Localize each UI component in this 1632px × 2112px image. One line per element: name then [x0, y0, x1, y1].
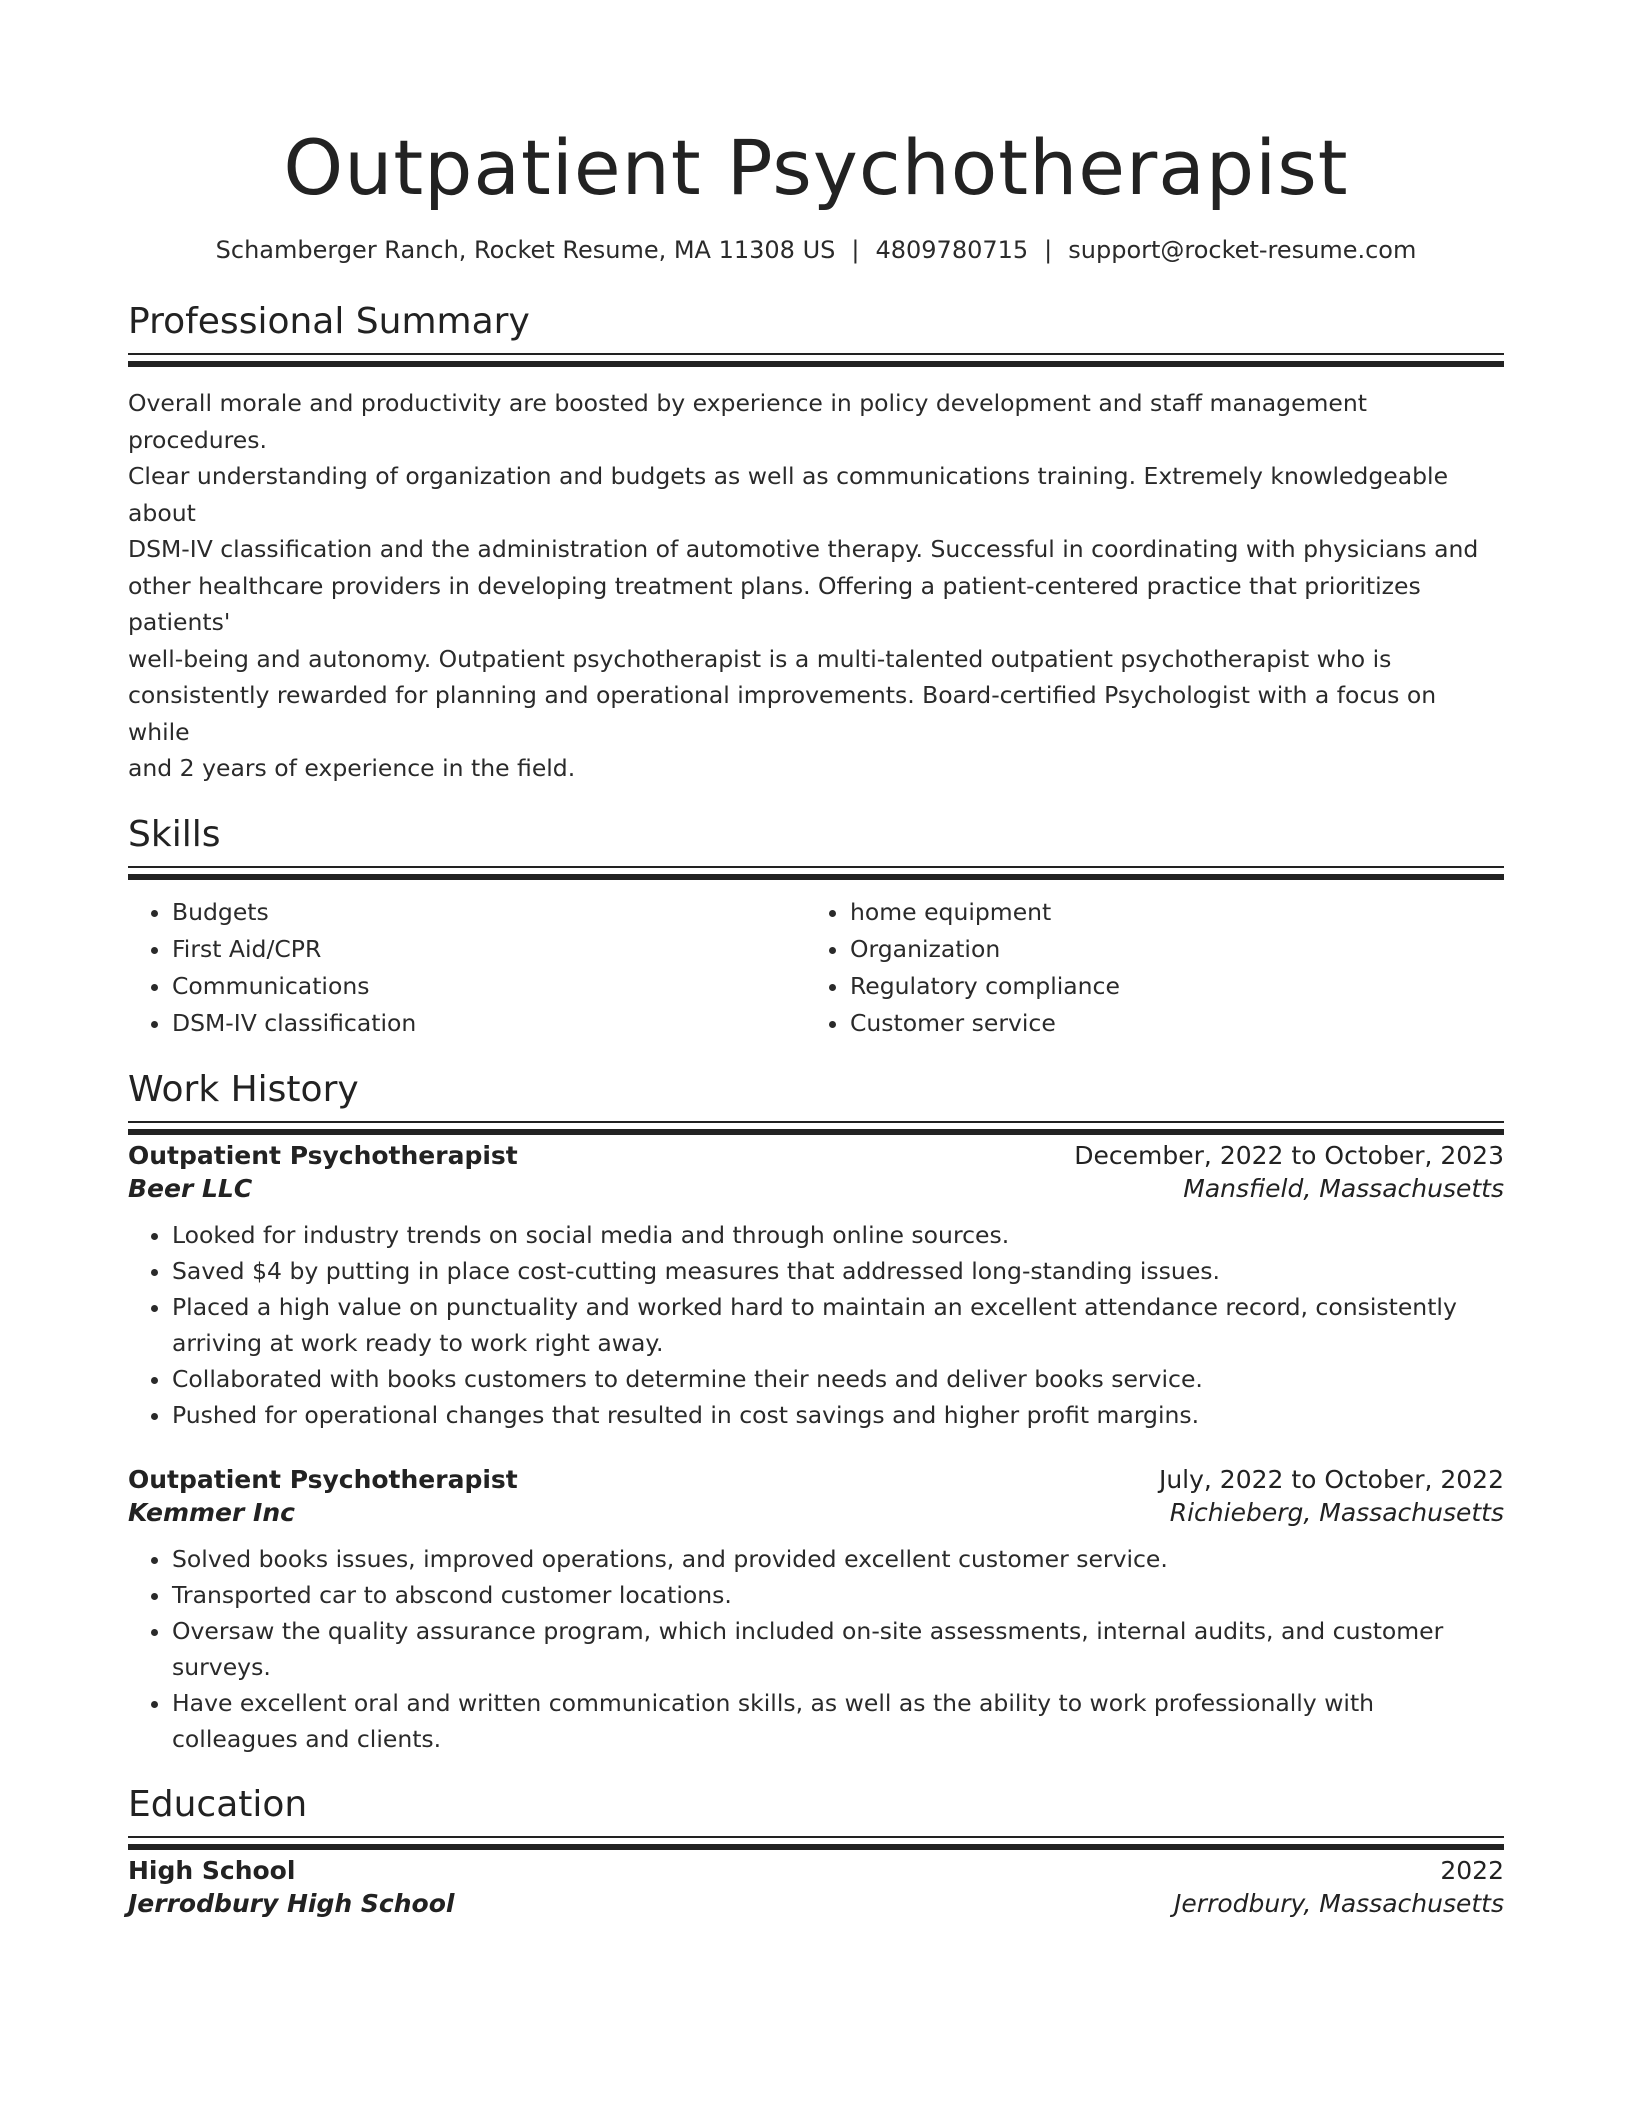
job-subheader [128, 1174, 1504, 1203]
skill-item: • Customer service [850, 1005, 1484, 1042]
skill-item: • home equipment [850, 894, 1484, 931]
job-dates: December, 2022 to October, 2023 [1074, 1141, 1504, 1171]
contact-line [128, 236, 1504, 264]
summary-line: and 2 years of experience in the field. [128, 754, 576, 783]
job-bullets [128, 1217, 1504, 1433]
education-header [128, 1856, 1504, 1885]
education-entry [128, 1856, 1504, 1918]
job-bullet: • Saved $4 by putting in place cost-cutting measures that addressed long-standing issues. [172, 1253, 1504, 1289]
skill-item: • Budgets [172, 894, 806, 931]
job-bullet: • Oversaw the quality assurance program, which included on-site assessments, internal audits, and customer surveys. [172, 1613, 1504, 1685]
job-bullet: • Looked for industry trends on social media and through online sources. [172, 1217, 1504, 1253]
section-divider [128, 353, 1504, 355]
job-company: Beer LLC [128, 1174, 253, 1204]
job-title: Outpatient Psychotherapist [128, 1465, 518, 1495]
education-location: Jerrodbury, Massachusetts [1174, 1889, 1504, 1919]
work-heading: Work History [128, 1068, 359, 1110]
education-subheader [128, 1889, 1504, 1918]
job-dates: July, 2022 to October, 2022 [1158, 1465, 1504, 1495]
contact-address: Schamberger Ranch, Rocket Resume, MA 11308 US [215, 236, 836, 264]
job-bullet: • Collaborated with books customers to determine their needs and deliver books service. [172, 1361, 1504, 1397]
summary-line: Clear understanding of organization and budgets as well as communications training. Extremely knowledgeable about [128, 462, 1449, 527]
job-bullet: • Placed a high value on punctuality and worked hard to maintain an excellent attendance record, consistently arriving at work ready to work right away. [172, 1289, 1504, 1361]
contact-phone: 4809780715 [875, 236, 1029, 264]
job-bullet: • Solved books issues, improved operations, and provided excellent customer service. [172, 1541, 1504, 1577]
job-location: Richieberg, Massachusetts [1169, 1498, 1504, 1528]
job-header [128, 1141, 1504, 1170]
summary-text [128, 385, 1504, 787]
job-bullet: • Have excellent oral and written communication skills, as well as the ability to work professionally with colleagues and clients. [172, 1685, 1504, 1757]
summary-line: consistently rewarded for planning and operational improvements. Board-certified Psychologist with a focus on while [128, 681, 1437, 746]
skill-item: • Regulatory compliance [850, 968, 1484, 1005]
section-divider [128, 1121, 1504, 1123]
skill-item: • First Aid/CPR [172, 931, 806, 968]
education-section [128, 1783, 1504, 1918]
contact-email: support@rocket-resume.com [1068, 236, 1417, 264]
work-section [128, 1068, 1504, 1757]
job-entry [128, 1141, 1504, 1433]
contact-separator: | [851, 236, 860, 264]
summary-line: other healthcare providers in developing treatment plans. Offering a patient-centered practice that prioritizes patients' [128, 571, 1421, 637]
contact-separator: | [1044, 236, 1053, 264]
job-bullet: • Pushed for operational changes that resulted in cost savings and higher profit margins. [172, 1397, 1504, 1433]
skills-list [128, 894, 1504, 1042]
job-location: Mansfield, Massachusetts [1183, 1174, 1504, 1204]
resume-page [128, 0, 1504, 1918]
job-company: Kemmer Inc [128, 1498, 295, 1528]
job-header [128, 1465, 1504, 1494]
skill-item: • Communications [172, 968, 806, 1005]
skills-column-right [806, 894, 1484, 1042]
job-bullet: • Transported car to abscond customer locations. [172, 1577, 1504, 1613]
skills-column-left [128, 894, 806, 1042]
skills-heading: Skills [128, 813, 221, 855]
job-bullets [128, 1541, 1504, 1757]
education-year: 2022 [1440, 1856, 1504, 1886]
education-school: Jerrodbury High School [128, 1889, 455, 1919]
job-subheader [128, 1498, 1504, 1527]
skill-item: • DSM-IV classification [172, 1005, 806, 1042]
skills-section [128, 813, 1504, 1042]
section-divider [128, 866, 1504, 868]
summary-heading: Professional Summary [128, 301, 530, 342]
summary-line: Overall morale and productivity are boosted by experience in policy development and staff management procedures. [128, 389, 1367, 454]
summary-line: well-being and autonomy. Outpatient psychotherapist is a multi-talented outpatient psychotherapist who is [128, 644, 1392, 673]
job-entry [128, 1465, 1504, 1757]
section-divider [128, 1836, 1504, 1838]
summary-section [128, 300, 1504, 787]
job-title: Outpatient Psychotherapist [128, 1141, 518, 1171]
summary-line: DSM-IV classification and the administration of automotive therapy. Successful in coordinating with physicians and [128, 535, 1479, 564]
education-degree: High School [128, 1856, 296, 1886]
education-heading: Education [128, 1784, 308, 1826]
skill-item: • Organization [850, 931, 1484, 968]
resume-title: Outpatient Psychotherapist [283, 123, 1349, 212]
